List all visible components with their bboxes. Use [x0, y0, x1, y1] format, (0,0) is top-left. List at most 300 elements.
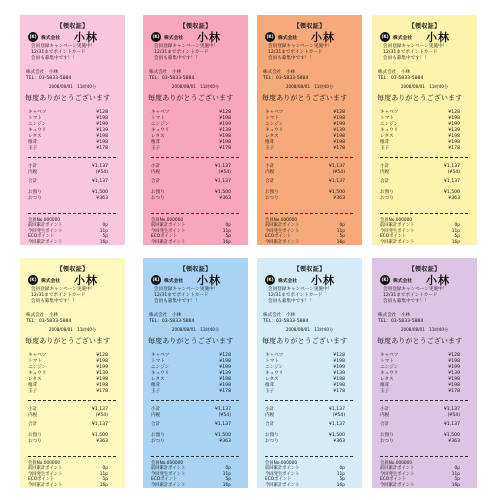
line-item-label: ニンジン	[151, 365, 170, 370]
line-item-value: ¥199	[333, 122, 345, 127]
receipt-datetime: 2008/08/01 11時40分	[48, 84, 97, 89]
points-row-label: 今回発生ポイント	[265, 471, 300, 477]
tax-row	[380, 413, 460, 419]
dashed-divider	[380, 400, 468, 401]
points-row-label: 今回累計ポイント	[380, 482, 415, 488]
subtotal-row-label: 小計	[265, 164, 275, 169]
promo-line: 会員登録キャンペーン実施中！	[154, 287, 219, 292]
dashed-divider	[151, 456, 239, 457]
total-row-value: ¥1,137	[214, 422, 231, 427]
line-item-value: ¥198	[333, 377, 345, 382]
brand-name: 小林	[74, 274, 98, 287]
line-item-value: ¥198	[96, 134, 108, 139]
points-block	[28, 461, 108, 488]
line-item-value: ¥128	[333, 353, 345, 358]
points-row-value: 0p	[102, 223, 108, 229]
points-block	[380, 218, 460, 245]
points-row-label: ECOポイント	[265, 477, 292, 483]
points-row-value: 16p	[451, 239, 460, 245]
change-row-label: おつり	[265, 196, 279, 201]
total-row-label: 合計	[28, 422, 38, 427]
store-phone: TEL：03-5833-5884	[26, 76, 72, 81]
dashed-divider	[151, 213, 239, 214]
line-item-value: ¥139	[333, 128, 345, 133]
subtotal-row-label: 小計	[151, 164, 161, 169]
line-item-value: ¥198	[96, 377, 108, 382]
line-item-value: ¥199	[448, 365, 460, 370]
line-item-label: レタス	[265, 134, 279, 139]
change-row-label: おつり	[151, 439, 165, 444]
line-item-value: ¥199	[219, 122, 231, 127]
dashed-divider	[28, 400, 116, 401]
line-item-label: 玉子	[380, 389, 390, 394]
line-item	[151, 146, 231, 152]
line-item-label: トマト	[28, 359, 42, 364]
line-item-value: ¥139	[448, 371, 460, 376]
dashed-divider	[380, 456, 468, 457]
change-row	[28, 196, 108, 202]
change-row-label: おつり	[265, 439, 279, 444]
thanks-message: 毎度ありがとうございます	[377, 337, 463, 345]
dashed-divider	[28, 213, 116, 214]
points-row-value: 0p	[225, 466, 231, 472]
points-row	[28, 240, 108, 245]
line-item-value: ¥198	[219, 116, 231, 121]
points-row-label: 会員No.000000	[28, 461, 61, 466]
store-phone: TEL：03-5833-5884	[378, 319, 424, 324]
company-logo	[380, 274, 470, 286]
line-item-label: レタス	[380, 377, 394, 382]
receipt-title: 【領収証】	[179, 266, 212, 273]
line-item-label: キャベツ	[380, 353, 399, 358]
points-row-value: 11p	[336, 471, 345, 477]
change-row-value: ¥363	[96, 196, 108, 201]
points-row-label: ECOポイント	[151, 477, 178, 483]
line-item-value: ¥128	[219, 110, 231, 115]
total-row-label: 合計	[28, 179, 38, 184]
points-row	[265, 483, 345, 488]
points-row-label: 今回発生ポイント	[28, 228, 63, 234]
line-item-label: キュウリ	[28, 371, 47, 376]
points-row	[28, 483, 108, 488]
change-row	[380, 439, 460, 445]
points-row-label: 今回累計ポイント	[28, 239, 63, 245]
company-logo	[265, 274, 355, 286]
brand-name: 小林	[197, 31, 221, 44]
line-item-value: ¥198	[448, 116, 460, 121]
line-item-label: 椎茸	[265, 383, 275, 388]
total-row	[380, 422, 460, 428]
total-row	[380, 179, 460, 185]
points-row-label: 今回累計ポイント	[151, 239, 186, 245]
receipt-card	[143, 15, 248, 245]
line-item-value: ¥178	[333, 389, 345, 394]
points-row-label: ECOポイント	[28, 477, 55, 483]
subtotal-row-label: 小計	[265, 407, 275, 412]
company-type: 株式会社	[41, 36, 61, 41]
line-item-label: トマト	[380, 359, 394, 364]
store-name: 株式会社 小林	[378, 70, 411, 75]
change-row-label: おつり	[28, 196, 42, 201]
points-row-value: 0p	[454, 466, 460, 472]
line-item-label: キュウリ	[265, 371, 284, 376]
logo-mark-icon: (K)	[28, 32, 38, 42]
thanks-message: 毎度ありがとうございます	[377, 94, 463, 102]
line-item-label: キュウリ	[380, 128, 399, 133]
subtotal-row-value: ¥1,137	[328, 164, 345, 169]
points-row-value: 5p	[225, 234, 231, 240]
line-item-label: ニンジン	[28, 365, 47, 370]
line-item-value: ¥139	[219, 128, 231, 133]
line-item-label: レタス	[265, 377, 279, 382]
line-item-value: ¥139	[96, 128, 108, 133]
tax-row-value: (¥54)	[332, 170, 345, 175]
line-item-value: ¥128	[219, 353, 231, 358]
line-item-label: 玉子	[265, 146, 275, 151]
line-item-value: ¥199	[96, 365, 108, 370]
line-item-value: ¥198	[448, 134, 460, 139]
line-item-value: ¥178	[219, 389, 231, 394]
subtotal-row-label: 小計	[28, 164, 38, 169]
points-row-value: 11p	[451, 471, 460, 477]
receipt-datetime: 2008/08/01 11時40分	[400, 327, 449, 332]
line-item	[28, 389, 108, 395]
thanks-message: 毎度ありがとうございます	[148, 337, 234, 345]
total-row	[151, 422, 231, 428]
company-type: 株式会社	[164, 36, 184, 41]
points-row-label: 今回累計ポイント	[151, 482, 186, 488]
points-row-value: 11p	[336, 228, 345, 234]
change-row-label: おつり	[380, 439, 394, 444]
receipt-title: 【領収証】	[408, 23, 441, 30]
tax-row-value: (¥54)	[447, 170, 460, 175]
points-row-label: 会員No.000000	[151, 218, 184, 223]
line-item-label: キュウリ	[151, 128, 170, 133]
tax-row-value: (¥54)	[218, 170, 231, 175]
brand-name: 小林	[311, 31, 335, 44]
line-item-label: レタス	[28, 377, 42, 382]
points-row-label: ECOポイント	[265, 234, 292, 240]
line-item-value: ¥139	[333, 371, 345, 376]
points-row-value: 16p	[222, 239, 231, 245]
item-list	[265, 110, 345, 152]
company-type: 株式会社	[393, 279, 413, 284]
receipt-title: 【領収証】	[408, 266, 441, 273]
promo-line: 会員も募集中です！！	[31, 56, 77, 61]
points-row-value: 11p	[222, 228, 231, 234]
line-item-value: ¥198	[96, 359, 108, 364]
total-row-label: 合計	[380, 422, 390, 427]
line-item-value: ¥198	[219, 377, 231, 382]
line-item-label: 椎茸	[380, 383, 390, 388]
item-list	[28, 110, 108, 152]
tax-row	[265, 413, 345, 419]
logo-mark-icon: (K)	[151, 275, 161, 285]
line-item-value: ¥178	[448, 146, 460, 151]
payment-block	[151, 190, 231, 202]
dashed-divider	[151, 157, 239, 158]
points-row-label: 会員No.000000	[380, 218, 413, 223]
line-item-label: キュウリ	[380, 371, 399, 376]
points-row-label: 前回累計ポイント	[265, 223, 300, 229]
points-row-label: 今回発生ポイント	[265, 228, 300, 234]
tax-row-label: 内税	[265, 413, 275, 418]
points-row-value: 16p	[336, 482, 345, 488]
company-logo	[28, 274, 118, 286]
line-item-value: ¥198	[219, 140, 231, 145]
store-phone: TEL：03-5833-5884	[263, 319, 309, 324]
line-item-label: 椎茸	[380, 140, 390, 145]
receipt-title: 【領収証】	[56, 266, 89, 273]
points-row-label: 前回累計ポイント	[28, 223, 63, 229]
line-item-value: ¥139	[448, 128, 460, 133]
change-row	[265, 439, 345, 445]
totals-block	[265, 164, 345, 185]
promo-line: 12/31までポイントカード	[383, 50, 438, 55]
points-row-label: 前回累計ポイント	[380, 466, 415, 472]
line-item-label: キャベツ	[28, 353, 47, 358]
tax-row	[265, 170, 345, 176]
promo-line: 会員も募集中です！！	[154, 299, 200, 304]
line-item-label: レタス	[28, 134, 42, 139]
logo-mark-icon: (K)	[151, 32, 161, 42]
points-row-label: 今回発生ポイント	[380, 471, 415, 477]
points-row-value: 0p	[454, 223, 460, 229]
total-row	[265, 422, 345, 428]
totals-block	[265, 407, 345, 428]
line-item-value: ¥198	[333, 116, 345, 121]
points-row-label: 今回累計ポイント	[28, 482, 63, 488]
promo-line: 12/31までポイントカード	[268, 293, 323, 298]
points-row-value: 0p	[225, 223, 231, 229]
points-row-label: 会員No.000000	[151, 461, 184, 466]
line-item-label: 玉子	[265, 389, 275, 394]
totals-block	[28, 164, 108, 185]
subtotal-row-value: ¥1,137	[214, 164, 231, 169]
company-logo	[265, 31, 355, 43]
points-row-value: 16p	[336, 239, 345, 245]
points-row	[265, 240, 345, 245]
line-item-label: トマト	[28, 116, 42, 121]
paid-row-value: ¥1,500	[91, 190, 108, 195]
tax-row-value: (¥54)	[95, 170, 108, 175]
points-row	[380, 240, 460, 245]
tax-row-value: (¥54)	[447, 413, 460, 418]
subtotal-row-label: 小計	[28, 407, 38, 412]
points-block	[380, 461, 460, 488]
line-item-label: キャベツ	[265, 353, 284, 358]
dashed-divider	[265, 400, 353, 401]
total-row	[265, 179, 345, 185]
company-type: 株式会社	[393, 36, 413, 41]
promo-line: 会員登録キャンペーン実施中！	[268, 44, 333, 49]
points-row-value: 16p	[451, 482, 460, 488]
points-row-value: 5p	[339, 234, 345, 240]
line-item-label: 玉子	[28, 389, 38, 394]
points-row-value: 5p	[102, 234, 108, 240]
promo-line: 12/31までポイントカード	[383, 293, 438, 298]
subtotal-row-value: ¥1,137	[443, 407, 460, 412]
line-item-label: 玉子	[380, 146, 390, 151]
total-row-value: ¥1,137	[328, 179, 345, 184]
line-item-value: ¥139	[219, 371, 231, 376]
store-name: 株式会社 小林	[378, 313, 411, 318]
change-row-value: ¥363	[96, 439, 108, 444]
line-item-label: 椎茸	[265, 140, 275, 145]
logo-mark-icon: (K)	[265, 32, 275, 42]
tax-row-value: (¥54)	[95, 413, 108, 418]
company-type: 株式会社	[164, 279, 184, 284]
line-item-label: レタス	[380, 134, 394, 139]
receipt-datetime: 2008/08/01 11時40分	[48, 327, 97, 332]
line-item-label: 玉子	[28, 146, 38, 151]
brand-name: 小林	[197, 274, 221, 287]
tax-row-label: 内税	[380, 170, 390, 175]
logo-mark-icon: (K)	[265, 275, 275, 285]
line-item-value: ¥178	[96, 389, 108, 394]
points-block	[265, 461, 345, 488]
dashed-divider	[151, 400, 239, 401]
line-item-value: ¥199	[333, 365, 345, 370]
tax-row-value: (¥54)	[218, 413, 231, 418]
paid-row-label: お預り	[28, 190, 42, 195]
line-item-value: ¥199	[219, 365, 231, 370]
paid-row-value: ¥1,500	[443, 190, 460, 195]
points-row-label: 会員No.000000	[380, 461, 413, 466]
subtotal-row-value: ¥1,137	[91, 164, 108, 169]
points-block	[151, 218, 231, 245]
subtotal-row-value: ¥1,137	[91, 407, 108, 412]
line-item-label: トマト	[380, 116, 394, 121]
points-row-label: 会員No.000000	[28, 218, 61, 223]
line-item-value: ¥178	[96, 146, 108, 151]
subtotal-row-label: 小計	[380, 407, 390, 412]
line-item-label: キュウリ	[28, 128, 47, 133]
tax-row-label: 内税	[380, 413, 390, 418]
payment-block	[380, 190, 460, 202]
line-item-value: ¥128	[333, 110, 345, 115]
line-item-label: ニンジン	[265, 365, 284, 370]
store-name: 株式会社 小林	[263, 313, 296, 318]
promo-line: 会員登録キャンペーン実施中！	[154, 44, 219, 49]
points-block	[151, 461, 231, 488]
payment-block	[380, 433, 460, 445]
receipt-datetime: 2008/08/01 11時40分	[171, 84, 220, 89]
line-item-value: ¥198	[96, 383, 108, 388]
logo-mark-icon: (K)	[380, 32, 390, 42]
points-row-label: 前回累計ポイント	[28, 466, 63, 472]
points-row-label: ECOポイント	[380, 234, 407, 240]
line-item-value: ¥198	[333, 134, 345, 139]
total-row-label: 合計	[265, 422, 275, 427]
tax-row	[28, 170, 108, 176]
change-row-value: ¥363	[333, 439, 345, 444]
company-type: 株式会社	[41, 279, 61, 284]
line-item-value: ¥198	[333, 140, 345, 145]
promo-line: 会員も募集中です！！	[268, 299, 314, 304]
points-row-label: ECOポイント	[151, 234, 178, 240]
tax-row-label: 内税	[28, 413, 38, 418]
total-row-value: ¥1,137	[91, 179, 108, 184]
change-row-label: おつり	[380, 196, 394, 201]
item-list	[380, 353, 460, 395]
points-row-value: 11p	[99, 471, 108, 477]
store-name: 株式会社 小林	[149, 313, 182, 318]
dashed-divider	[265, 213, 353, 214]
dashed-divider	[380, 157, 468, 158]
change-row-value: ¥363	[448, 196, 460, 201]
change-row	[380, 196, 460, 202]
line-item-value: ¥198	[219, 359, 231, 364]
brand-name: 小林	[426, 31, 450, 44]
item-list	[380, 110, 460, 152]
dashed-divider	[265, 157, 353, 158]
payment-block	[151, 433, 231, 445]
points-row-value: 11p	[451, 228, 460, 234]
promo-line: 会員も募集中です！！	[383, 299, 429, 304]
points-block	[265, 218, 345, 245]
store-name: 株式会社 小林	[26, 70, 59, 75]
total-row-label: 合計	[380, 179, 390, 184]
points-row-label: ECOポイント	[28, 234, 55, 240]
line-item-value: ¥198	[448, 383, 460, 388]
paid-row-label: お預り	[28, 433, 42, 438]
thanks-message: 毎度ありがとうございます	[25, 94, 111, 102]
receipt-card	[257, 258, 362, 488]
receipt-datetime: 2008/08/01 11時40分	[400, 84, 449, 89]
line-item-label: ニンジン	[380, 122, 399, 127]
tax-row-value: (¥54)	[332, 413, 345, 418]
points-row-label: 今回累計ポイント	[265, 482, 300, 488]
subtotal-row-value: ¥1,137	[214, 407, 231, 412]
company-logo	[380, 31, 470, 43]
line-item-label: キュウリ	[151, 371, 170, 376]
promo-line: 会員も募集中です！！	[268, 56, 314, 61]
thanks-message: 毎度ありがとうございます	[262, 337, 348, 345]
total-row-value: ¥1,137	[443, 422, 460, 427]
promo-line: 12/31までポイントカード	[154, 50, 209, 55]
line-item-label: トマト	[151, 359, 165, 364]
line-item-label: レタス	[151, 134, 165, 139]
paid-row-value: ¥1,500	[214, 190, 231, 195]
tax-row	[151, 413, 231, 419]
line-item-label: 椎茸	[28, 383, 38, 388]
paid-row-label: お預り	[380, 433, 394, 438]
payment-block	[28, 433, 108, 445]
line-item-value: ¥199	[448, 122, 460, 127]
points-block	[28, 218, 108, 245]
promo-line: 会員登録キャンペーン実施中！	[268, 287, 333, 292]
promo-line: 会員も募集中です！！	[383, 56, 429, 61]
line-item-label: ニンジン	[151, 122, 170, 127]
line-item-label: キャベツ	[265, 110, 284, 115]
points-row-value: 11p	[99, 228, 108, 234]
paid-row-label: お預り	[151, 433, 165, 438]
total-row-label: 合計	[265, 179, 275, 184]
line-item	[265, 389, 345, 395]
paid-row-value: ¥1,500	[328, 190, 345, 195]
store-name: 株式会社 小林	[263, 70, 296, 75]
line-item-label: トマト	[265, 359, 279, 364]
paid-row-value: ¥1,500	[328, 433, 345, 438]
promo-line: 12/31までポイントカード	[268, 50, 323, 55]
points-row-label: 前回累計ポイント	[380, 223, 415, 229]
line-item-value: ¥198	[219, 383, 231, 388]
change-row	[28, 439, 108, 445]
line-item-label: キュウリ	[265, 128, 284, 133]
thanks-message: 毎度ありがとうございます	[25, 337, 111, 345]
store-phone: TEL：03-5833-5884	[378, 76, 424, 81]
